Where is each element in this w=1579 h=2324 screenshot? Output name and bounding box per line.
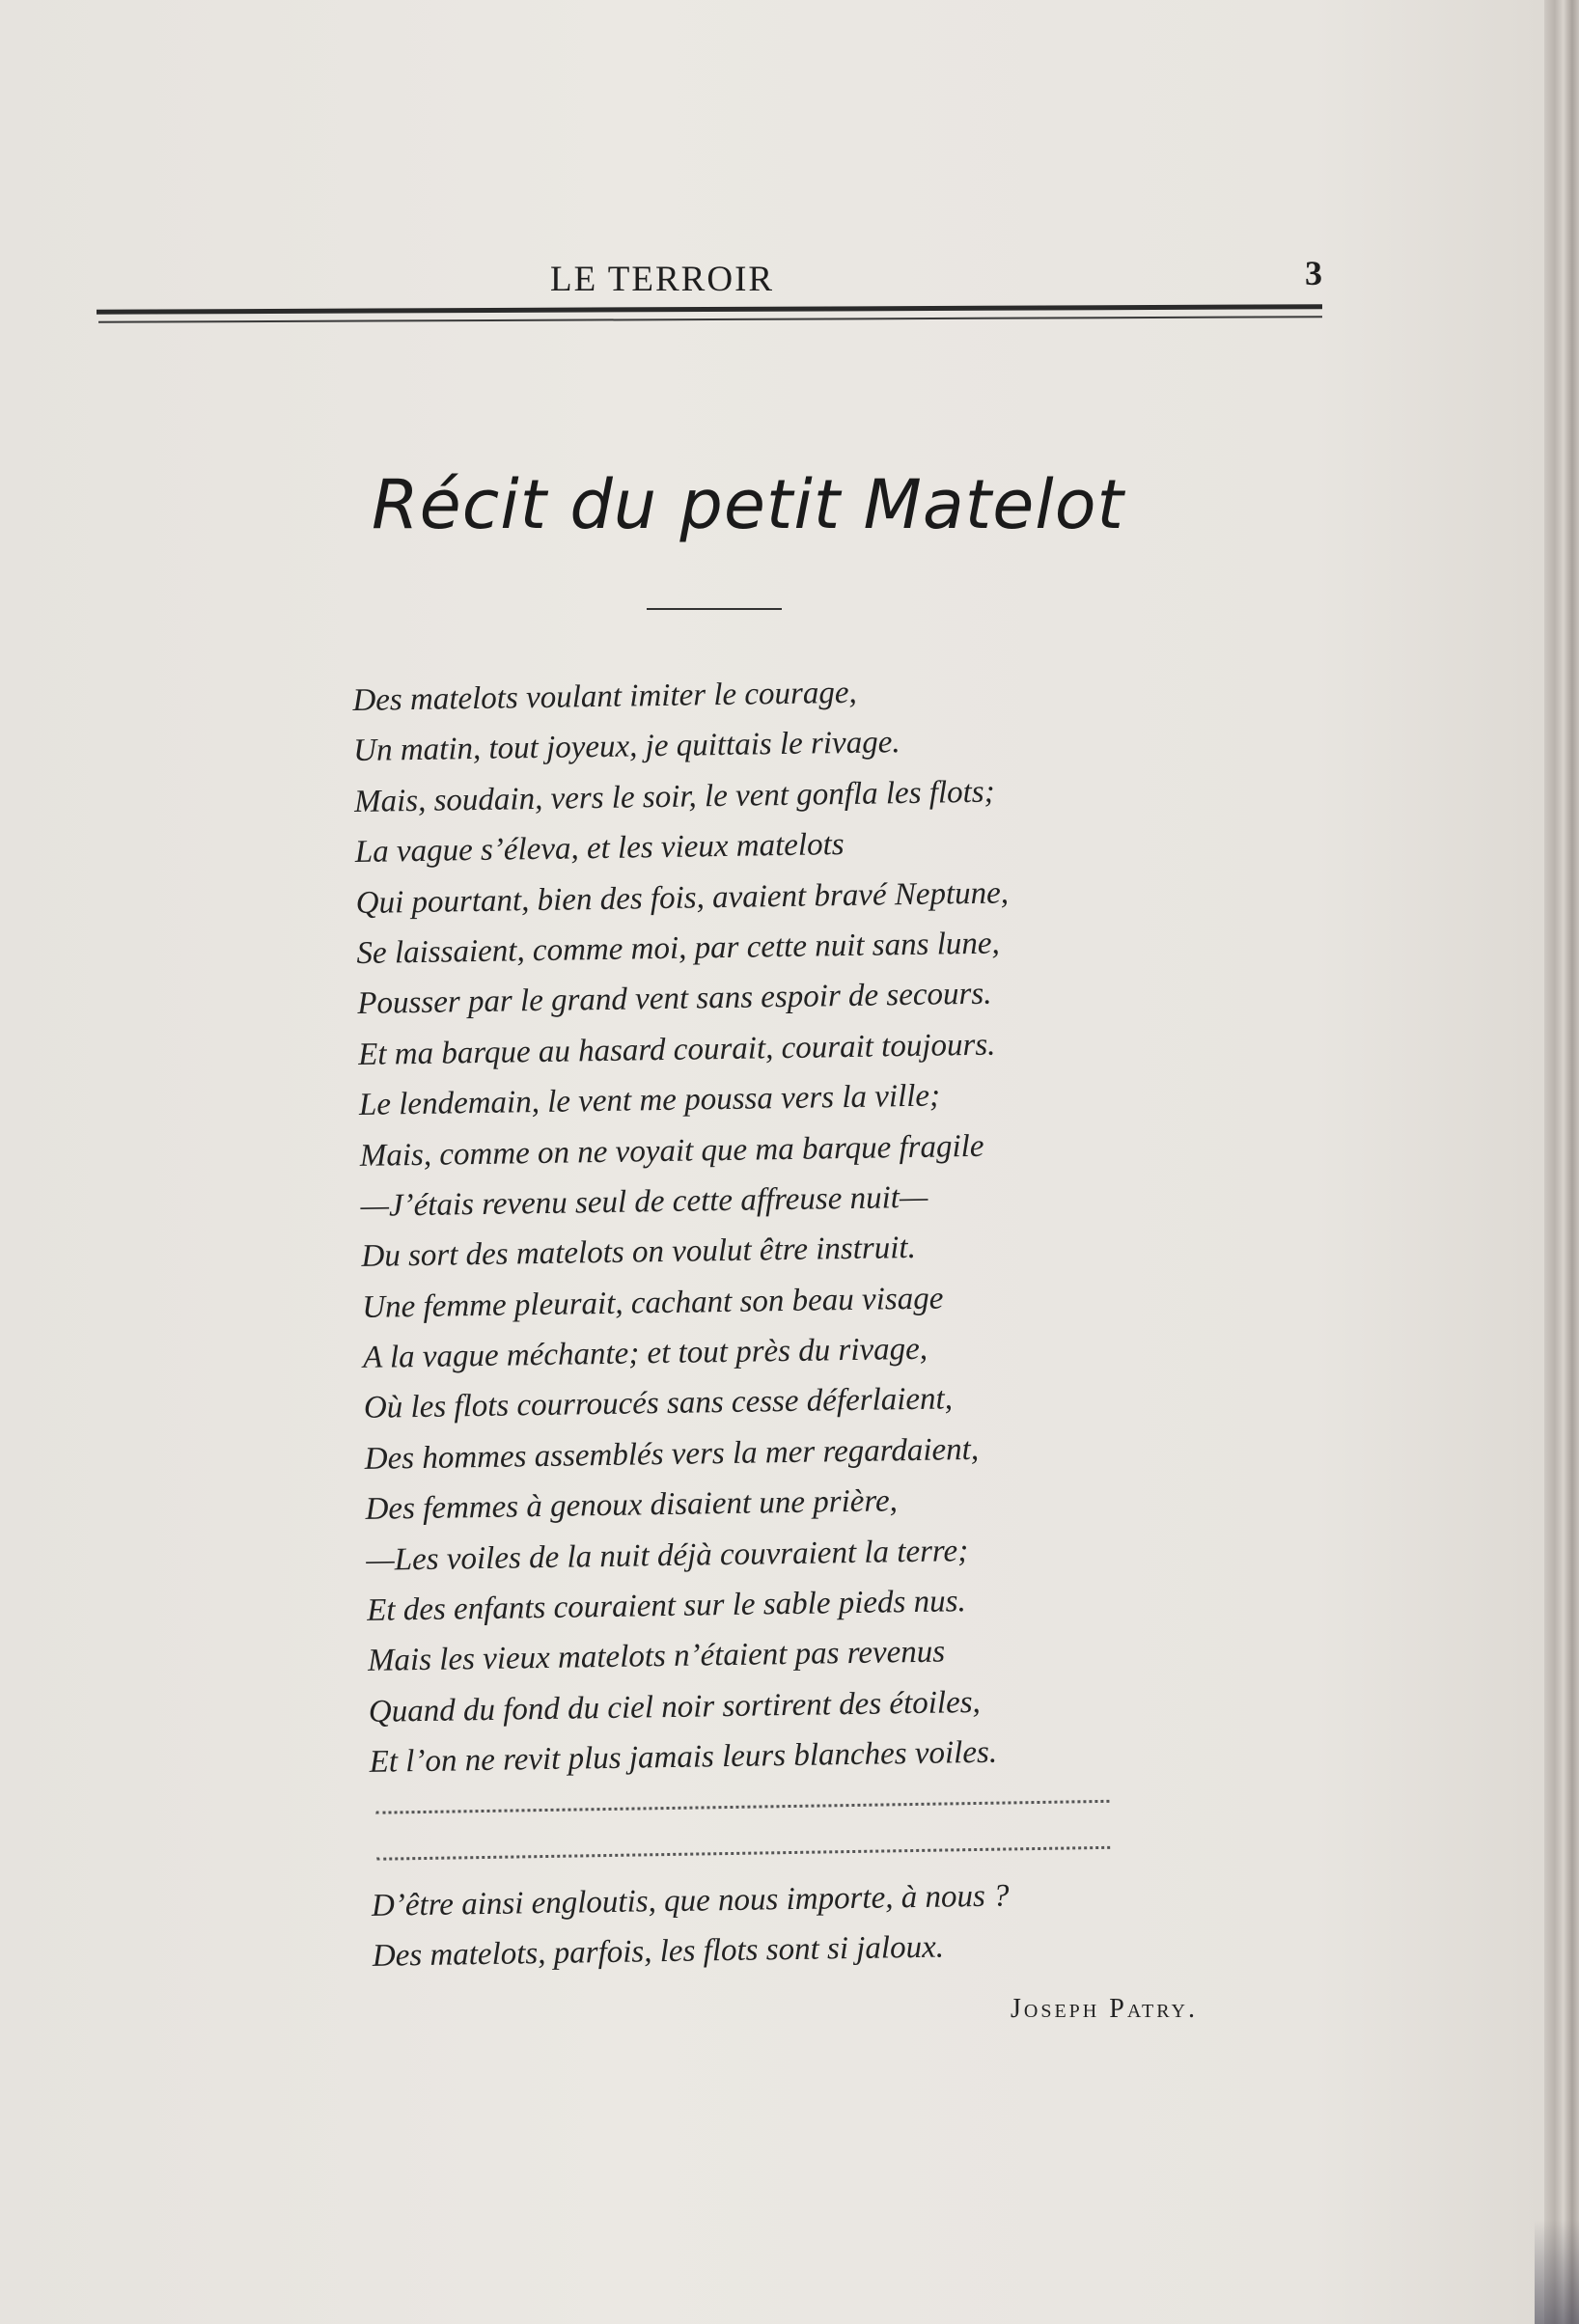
verse: Et ma barque au hasard courait, courait toujours. xyxy=(357,1027,996,1072)
verse: D’être ainsi engloutis, que nous importe, à nous ? xyxy=(371,1878,1010,1923)
verse: Du sort des matelots on voulut être instruit. xyxy=(361,1231,917,1275)
corner-shadow xyxy=(1535,2220,1579,2324)
verse: Des matelots voulant imiter le courage, xyxy=(352,675,858,718)
page-edge xyxy=(1544,0,1579,2324)
verse: Quand du fond du ciel noir sortirent des étoiles, xyxy=(368,1684,982,1729)
verse: Qui pourtant, bien des fois, avaient bravé Neptune, xyxy=(355,874,1010,921)
verse: Le lendemain, le vent me poussa vers la ville; xyxy=(358,1078,941,1123)
verse: Mais, comme on ne voyait que ma barque fragile xyxy=(359,1128,984,1174)
verse: Des matelots, parfois, les flots sont si jaloux. xyxy=(372,1929,945,1974)
poem-title: Récit du petit Matelot xyxy=(372,465,1125,544)
verse: Une femme pleurait, cachant son beau visage xyxy=(362,1281,944,1325)
header-rule-thin xyxy=(98,316,1322,323)
verse: —J’étais revenu seul de cette affreuse nuit— xyxy=(360,1179,928,1224)
verse: —Les voiles de la nuit déjà couvraient la terre; xyxy=(366,1533,969,1578)
verse: Mais, soudain, vers le soir, le vent gonfla les flots; xyxy=(353,774,995,819)
verse: Et des enfants couraient sur le sable pieds nus. xyxy=(366,1584,966,1628)
verse: Mais les vieux matelots n’étaient pas revenus xyxy=(367,1634,946,1679)
verse: Des hommes assemblés vers la mer regardaient, xyxy=(364,1431,980,1477)
verse: Et l’on ne revit plus jamais leurs blanches voiles. xyxy=(369,1734,998,1781)
verse: La vague s’éleva, et les vieux matelots xyxy=(354,827,845,871)
running-title: LE TERROIR xyxy=(550,260,775,299)
running-head xyxy=(97,253,1322,301)
verse: A la vague méchante; et tout près du rivage, xyxy=(362,1331,928,1375)
page-number: 3 xyxy=(1305,254,1322,292)
verse: Des femmes à genoux disaient une prière, xyxy=(365,1483,899,1528)
title-separator xyxy=(647,608,782,610)
verse: Où les flots courroucés sans cesse déferlaient, xyxy=(363,1381,954,1426)
header-rule xyxy=(97,304,1322,315)
verse: Un matin, tout joyeux, je quittais le rivage. xyxy=(352,725,900,769)
author-signature: Joseph Patry. xyxy=(1011,1994,1198,2024)
verse: Pousser par le grand vent sans espoir de secours. xyxy=(357,976,992,1022)
verse: Se laissaient, comme moi, par cette nuit sans lune, xyxy=(356,926,1001,971)
poem-body xyxy=(352,660,1338,1981)
